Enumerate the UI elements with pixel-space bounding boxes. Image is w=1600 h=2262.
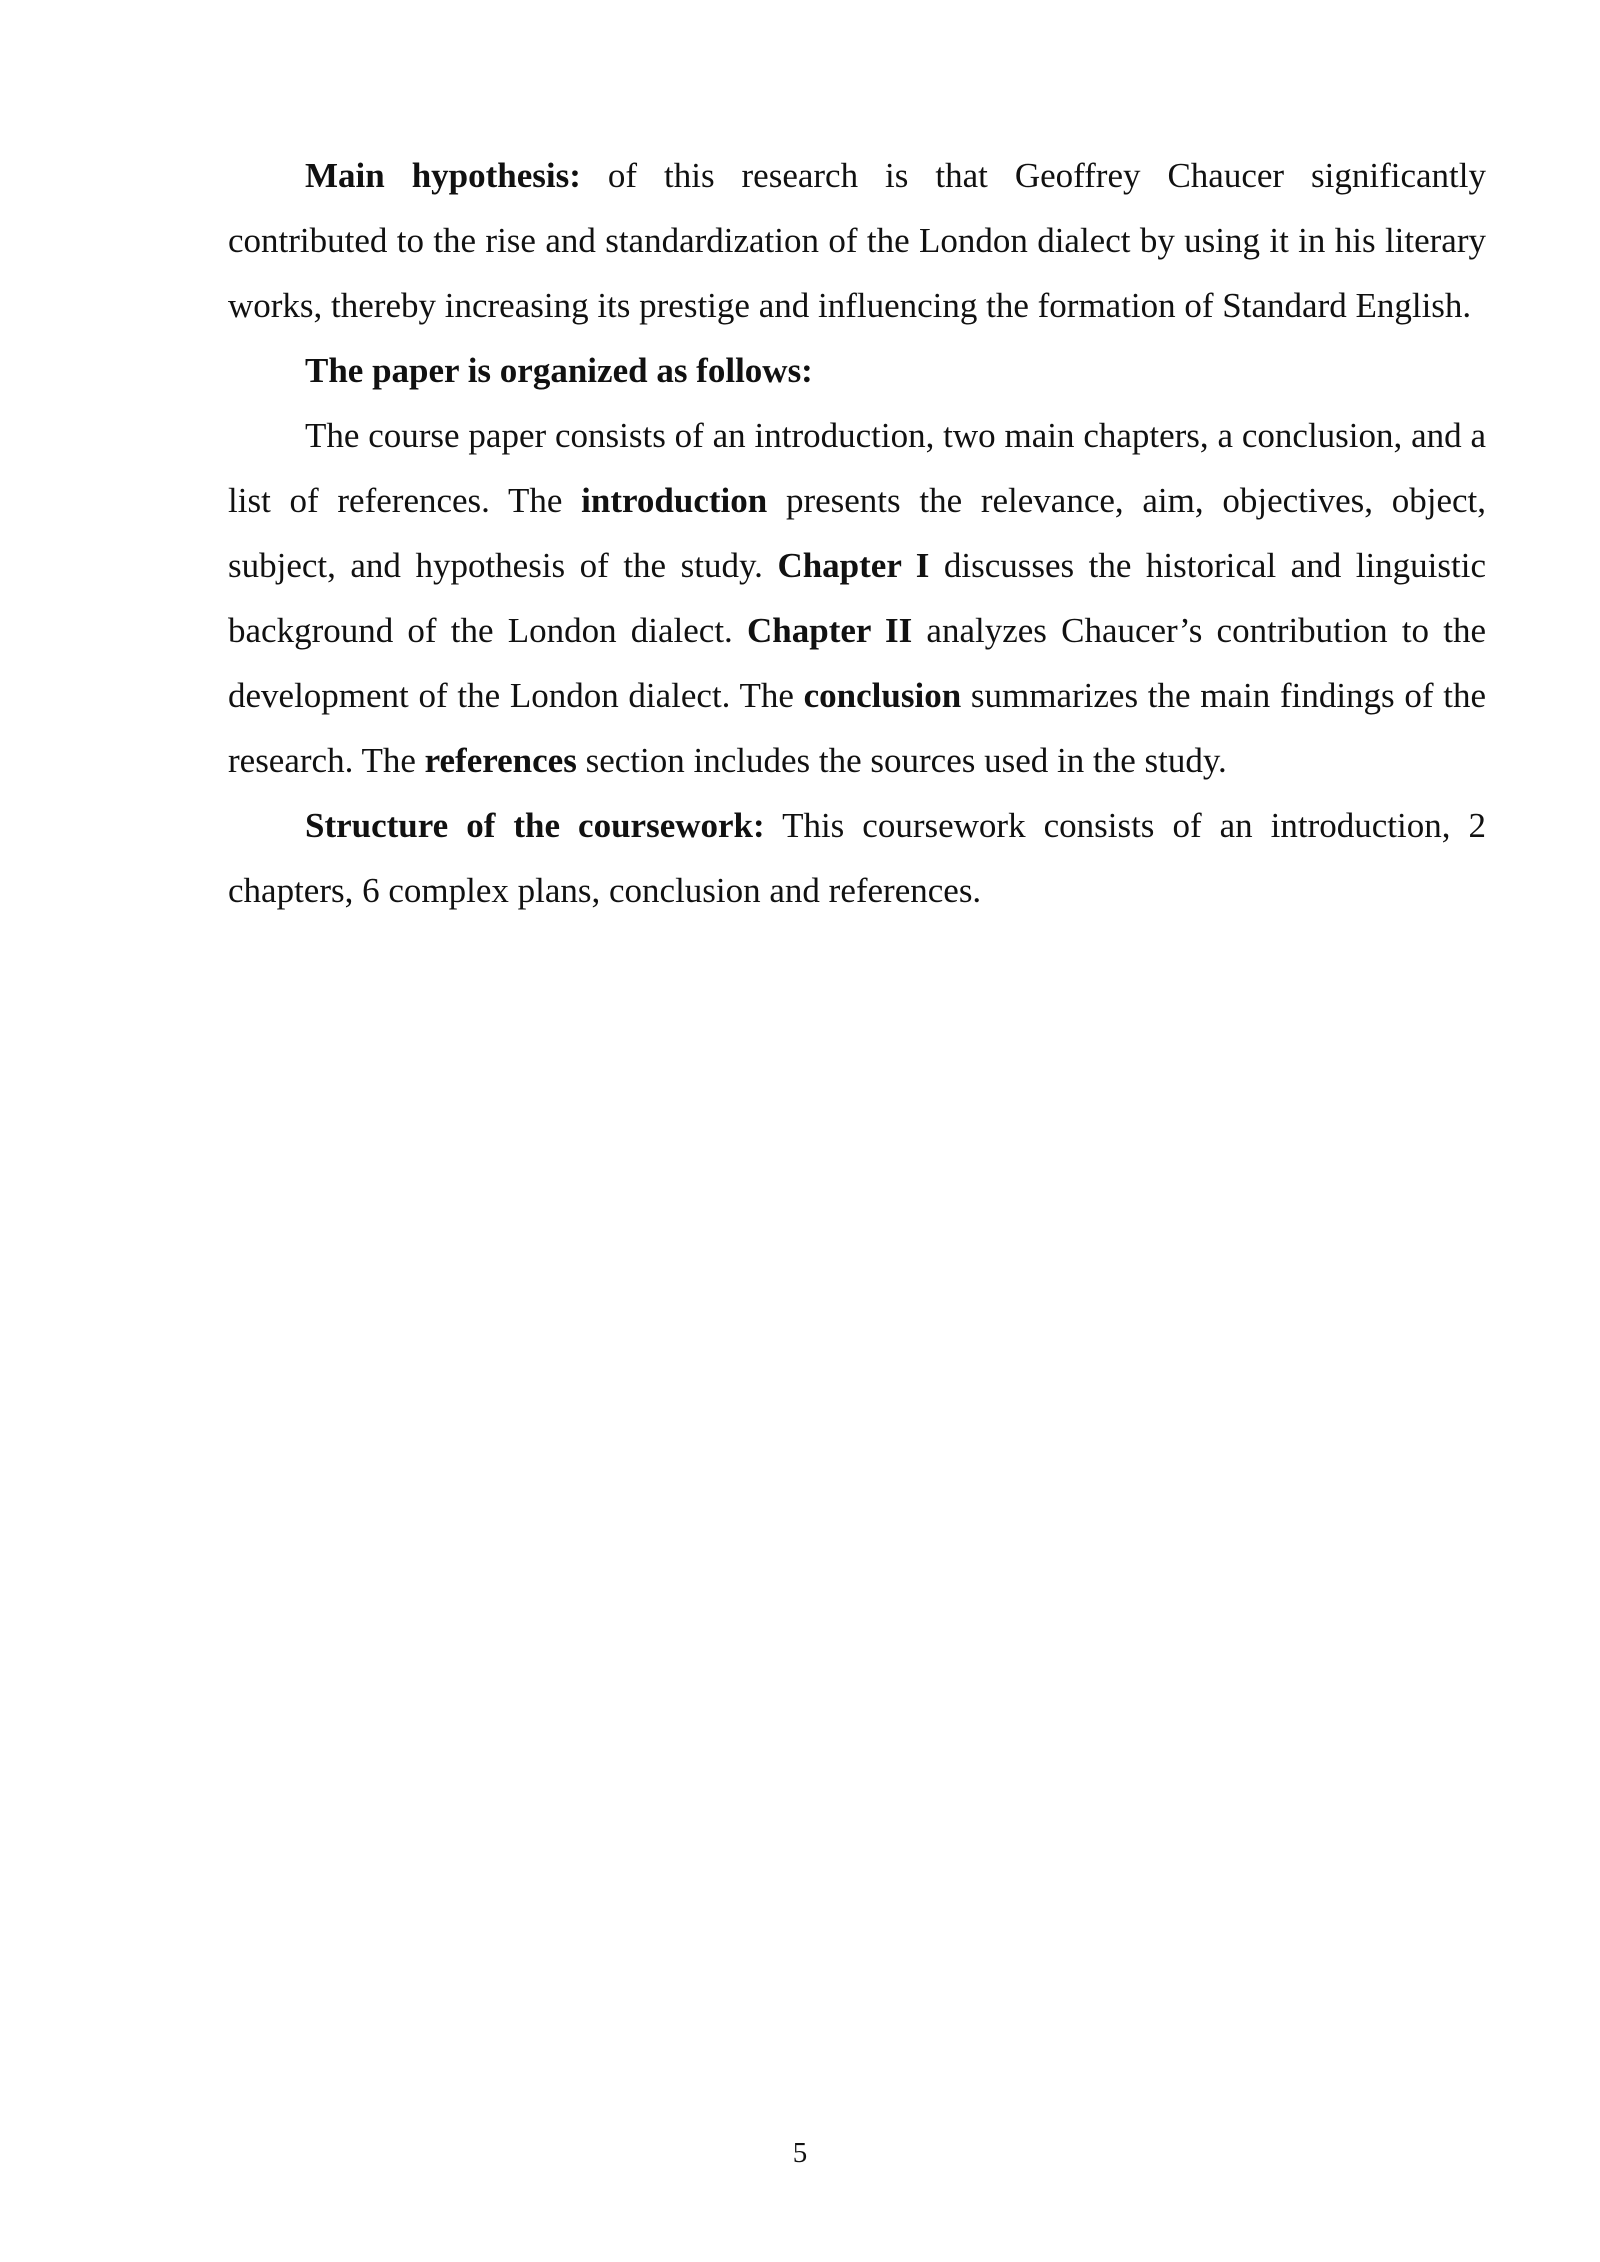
hypothesis-label: Main hypothesis: <box>305 156 581 195</box>
hypothesis-text: of this research is that Geoffrey Chaucer significantly contributed to the rise and standardization of the London dialect by using it in his literary works, thereby increasing its prestige and influencing the formation of Standard English. <box>228 156 1486 325</box>
organization-heading <box>228 338 1486 403</box>
organization-text-5: summarizes the main findings of the research. The <box>228 676 1486 780</box>
organization-heading-text: The paper is organized as follows: <box>305 351 813 390</box>
chapter-one-term: Chapter I <box>777 546 930 585</box>
organization-text-2: presents the relevance, aim, objectives, object, subject, and hypothesis of the study. <box>228 481 1486 585</box>
organization-text-1: The course paper consists of an introduction, two main chapters, a conclusion, and a list of references. The <box>228 416 1486 520</box>
chapter-two-term: Chapter II <box>747 611 913 650</box>
page-number: 5 <box>792 2137 808 2169</box>
introduction-term: introduction <box>581 481 768 520</box>
structure-label: Structure of the coursework: <box>305 806 765 845</box>
structure-text: This coursework consists of an introduction, 2 chapters, 6 complex plans, conclusion and references. <box>228 806 1486 910</box>
organization-text-4: analyzes Chaucer’s contribution to the development of the London dialect. The <box>228 611 1486 715</box>
page-body <box>228 143 1486 923</box>
organization-text-3: discusses the historical and linguistic background of the London dialect. <box>228 546 1487 650</box>
hypothesis-paragraph <box>228 143 1486 338</box>
conclusion-term: conclusion <box>803 676 962 715</box>
structure-paragraph <box>228 793 1486 923</box>
organization-text-6: section includes the sources used in the study. <box>576 741 1227 780</box>
organization-paragraph <box>228 403 1486 793</box>
references-term: references <box>424 741 577 780</box>
